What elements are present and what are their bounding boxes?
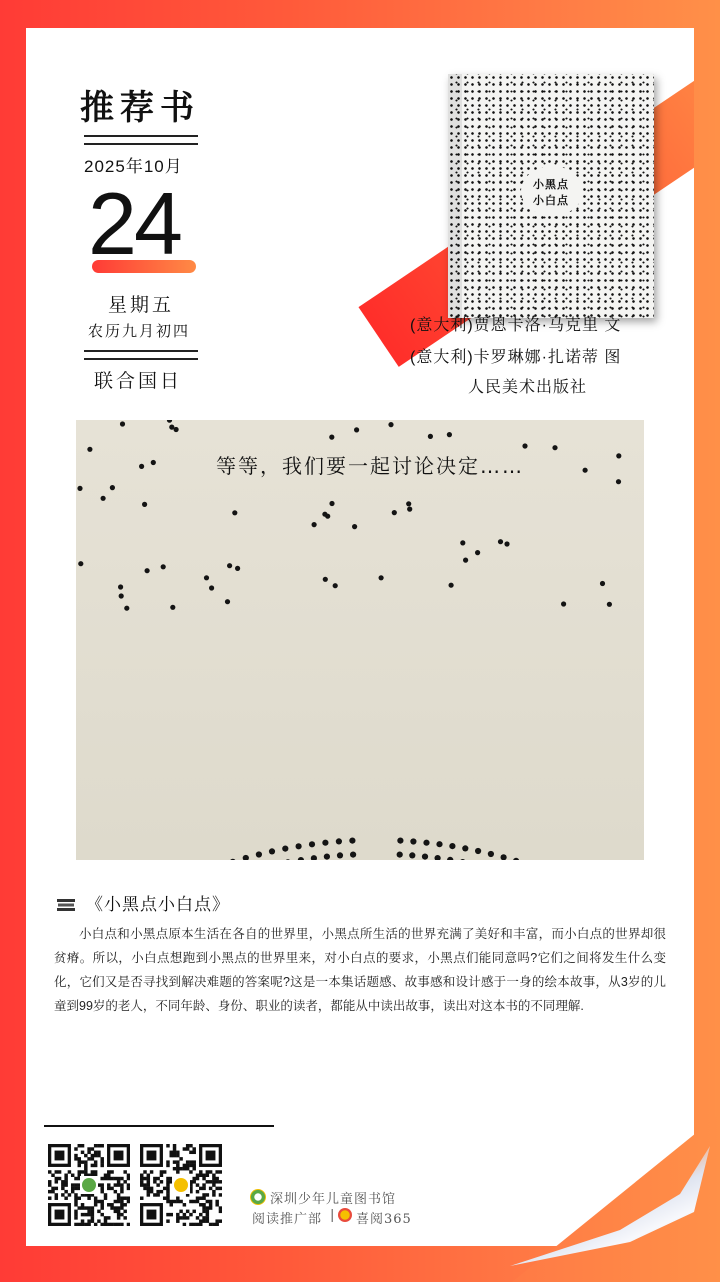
illustration-dot xyxy=(616,453,621,458)
author-credit: (意大利)贾恩卡洛·马克里 文 xyxy=(410,317,622,334)
illustration-dot xyxy=(337,852,343,858)
illustration-dot xyxy=(269,848,275,854)
dot-pattern xyxy=(76,420,644,860)
illustration-dot xyxy=(167,420,172,423)
illustration-dot xyxy=(583,468,588,473)
illustration-dot xyxy=(475,550,480,555)
illustration-dot xyxy=(243,855,249,860)
illustration-dot xyxy=(449,843,455,849)
illustration-dot xyxy=(475,848,481,854)
illustration-dot xyxy=(388,422,393,427)
illustration-dot xyxy=(460,540,465,545)
illustration-dot xyxy=(607,602,612,607)
illustration-dot xyxy=(232,510,237,515)
illustration-dot xyxy=(230,859,236,860)
illustration-dot xyxy=(397,852,403,858)
book-description: 小白点和小黑点原本生活在各自的世界里，小黑点所生活的世界充满了美好和丰富，而小白点的世界却很贫瘠。所以，小白点想跑到小黑点的世界里来，对小白点的要求，小黑点们能同意吗?它们之间将发生什么变化，它们又是否寻找到解决难题的答案呢?这是一本集话题感、故事感和设计感于一身的绘本故事，从3岁的儿童到99岁的老人，不同年龄、身份、职业的读者，都能从中读出故事，读出对这本书的不同理解. xyxy=(54,927,666,1013)
illustration-dot xyxy=(169,425,174,430)
illustration-dot xyxy=(449,583,454,588)
illustration-dot xyxy=(501,854,507,860)
book-icon xyxy=(56,898,76,912)
illustration-dot xyxy=(312,522,317,527)
illustration-dot xyxy=(354,427,359,432)
library-name: 深圳少年儿童图书馆 xyxy=(270,1192,397,1207)
illustration-dot xyxy=(87,447,92,452)
illustration-dot xyxy=(322,840,328,846)
department-name: 阅读推广部 xyxy=(252,1212,323,1227)
illustration-dot xyxy=(120,421,125,426)
book-cover-title-1: 小黑点 xyxy=(533,179,569,191)
footer-divider xyxy=(44,1125,274,1127)
illustration-dot xyxy=(282,846,288,852)
illustration-dot xyxy=(204,575,209,580)
illustration-dot xyxy=(329,435,334,440)
festival-name: 联合国日 xyxy=(94,371,183,392)
illustration-dot xyxy=(447,857,453,860)
illustration-dot xyxy=(498,539,503,544)
year-month: 2025年10月 xyxy=(84,157,183,176)
illustration-dot xyxy=(428,434,433,439)
illustration-dot xyxy=(118,584,123,589)
illustration-dot xyxy=(488,851,494,857)
illustration-dot xyxy=(379,575,384,580)
illustration-dot xyxy=(462,845,468,851)
illustration-dot xyxy=(124,606,129,611)
illustration-dot xyxy=(311,855,317,860)
illustration-dot xyxy=(110,485,115,490)
date-divider xyxy=(84,350,198,360)
illustration-dot xyxy=(522,443,527,448)
illustration-dot xyxy=(256,851,262,857)
illustrator-credit: (意大利)卡罗琳娜·扎诺蒂 图 xyxy=(410,349,622,366)
day-number: 24 xyxy=(88,174,180,273)
illustration-dot xyxy=(600,581,605,586)
illustration-dot xyxy=(296,843,302,849)
illustration-dot xyxy=(406,501,411,506)
illustration-dot xyxy=(616,479,621,484)
illustration-dot xyxy=(298,857,304,860)
illustration-dot xyxy=(227,563,232,568)
book-cover xyxy=(448,74,654,318)
illustration-dot xyxy=(463,558,468,563)
illustration-dot xyxy=(397,838,403,844)
page-title: 推荐书 xyxy=(80,89,200,127)
illustration-dot xyxy=(504,541,509,546)
illustration-dot xyxy=(101,496,106,501)
title-divider xyxy=(84,135,198,145)
illustration-dot xyxy=(142,502,147,507)
illustration-dot xyxy=(78,561,83,566)
footer-separator: | xyxy=(330,1208,336,1223)
illustration-dot xyxy=(409,852,415,858)
illustration-dot xyxy=(561,601,566,606)
illustration-dot xyxy=(145,568,150,573)
illustration-dot xyxy=(329,501,334,506)
illustration-dot xyxy=(513,858,519,860)
illustration-dot xyxy=(139,464,144,469)
publisher: 人民美术出版社 xyxy=(468,379,588,396)
illustration-dot xyxy=(235,566,240,571)
weekday: 星期五 xyxy=(108,295,175,316)
illustration-dot xyxy=(436,841,442,847)
brand-name: 喜阅365 xyxy=(356,1212,412,1227)
illustration-dot xyxy=(77,486,82,491)
illustration-dot xyxy=(324,854,330,860)
illustration-dot xyxy=(336,838,342,844)
illustration-dot xyxy=(209,585,214,590)
illustration-dot xyxy=(352,524,357,529)
xiyue-logo-icon xyxy=(338,1208,352,1222)
illustration-dot xyxy=(435,855,441,860)
illustration-dot xyxy=(350,852,356,858)
qr-code-icon xyxy=(48,1144,130,1226)
illustration-dot xyxy=(333,583,338,588)
lunar-date: 农历九月初四 xyxy=(88,323,191,340)
illustration-dot xyxy=(285,859,291,860)
illustration-dot xyxy=(460,859,466,860)
illustration-dot xyxy=(349,838,355,844)
library-logo-icon xyxy=(250,1189,266,1205)
illustration-dot xyxy=(552,445,557,450)
book-illustration xyxy=(76,420,644,860)
illustration-dot xyxy=(392,510,397,515)
illustration-dot xyxy=(322,512,327,517)
illustration-dot xyxy=(323,577,328,582)
illustration-dot xyxy=(309,841,315,847)
qr-code-xiyue[interactable] xyxy=(140,1144,222,1226)
qr-code-icon xyxy=(140,1144,222,1226)
illustration-dot xyxy=(225,599,230,604)
qr-code-library[interactable] xyxy=(48,1144,130,1226)
illustration-dot xyxy=(407,507,412,512)
illustration-dot xyxy=(423,840,429,846)
illustration-dot xyxy=(170,605,175,610)
illustration-dot xyxy=(410,838,416,844)
illustration-dot xyxy=(447,432,452,437)
illustration-dot xyxy=(422,854,428,860)
book-cover-title-2: 小白点 xyxy=(533,195,569,207)
illustration-dot xyxy=(151,460,156,465)
illustration-dot xyxy=(119,593,124,598)
illustration-caption: 等等，我们要一起讨论决定…… xyxy=(216,454,524,478)
book-title: 《小黑点小白点》 xyxy=(86,895,230,914)
illustration-dot xyxy=(161,564,166,569)
